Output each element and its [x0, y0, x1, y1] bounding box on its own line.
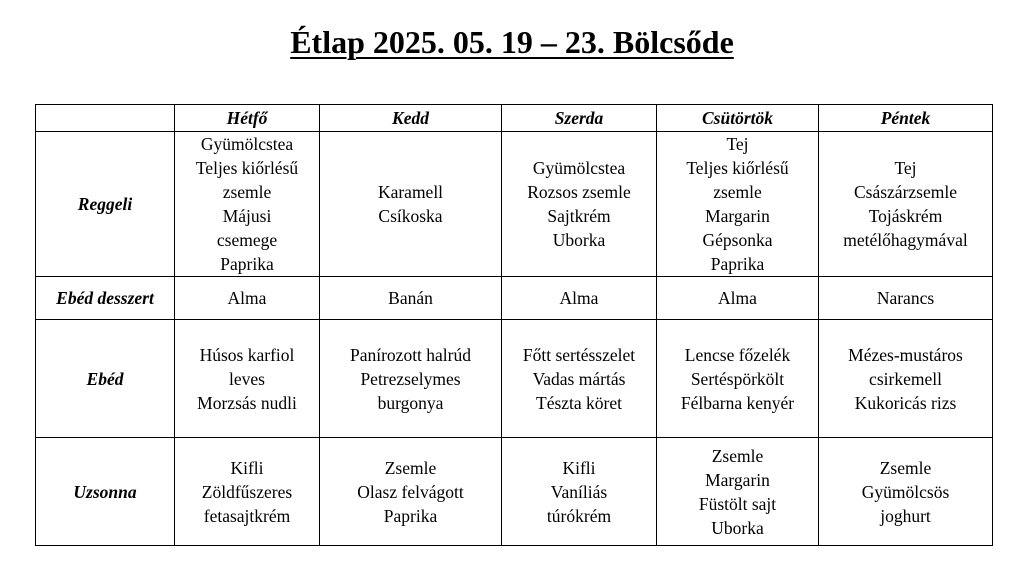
page-title: Étlap 2025. 05. 19 – 23. Bölcsőde: [290, 24, 734, 60]
meal-label: Ebéd: [36, 320, 175, 438]
menu-cell-szerda: [502, 132, 657, 277]
menu-cell-pentek: [819, 132, 993, 277]
menu-item: Alma: [718, 288, 757, 308]
menu-cell-hetfo: [175, 438, 320, 546]
menu-item: Paprika: [220, 254, 274, 274]
menu-item: zsemle: [713, 182, 762, 202]
menu-cell-hetfo: [175, 132, 320, 277]
menu-item: Húsos karfiol: [199, 344, 295, 365]
menu-item: csemege: [216, 230, 278, 250]
menu-item: Füstölt sajt: [698, 493, 777, 514]
menu-cell-pentek: [819, 438, 993, 546]
header-row: [36, 105, 993, 132]
menu-item: Csíkoska: [378, 206, 443, 226]
meal-label: Uzsonna: [36, 438, 175, 546]
menu-item: Zsemle: [384, 457, 437, 478]
menu-item: Kukoricás rizs: [854, 392, 957, 413]
day-header-hetfo: Hétfő: [175, 105, 320, 132]
menu-cell-hetfo: [175, 320, 320, 438]
meal-row-ebed-desszert: [36, 277, 993, 320]
menu-item: Narancs: [876, 288, 935, 308]
menu-item: Tej: [894, 158, 917, 178]
menu-item: joghurt: [880, 505, 931, 526]
menu-cell-csutortok: [657, 277, 819, 320]
menu-item: Tészta köret: [536, 392, 622, 413]
menu-item: Paprika: [383, 505, 438, 526]
menu-item: Margarin: [705, 469, 770, 490]
menu-item: leves: [229, 368, 265, 389]
menu-cell-pentek: [819, 277, 993, 320]
menu-item: Főtt sertésszelet: [522, 344, 636, 365]
menu-cell-kedd: [320, 277, 502, 320]
menu-item: Zsemle: [879, 457, 932, 478]
day-header-szerda: Szerda: [502, 105, 657, 132]
menu-cell-kedd: [320, 438, 502, 546]
menu-item: Zöldfűszeres: [201, 481, 293, 502]
menu-item: Gépsonka: [702, 230, 773, 250]
menu-item: Gyümölcstea: [200, 134, 294, 154]
menu-item: Vadas mártás: [532, 368, 626, 389]
menu-cell-szerda: [502, 277, 657, 320]
menu-cell-kedd: [320, 320, 502, 438]
menu-item: Lencse főzelék: [684, 344, 791, 365]
day-header-kedd: Kedd: [320, 105, 502, 132]
menu-cell-csutortok: [657, 438, 819, 546]
meal-row-ebed: [36, 320, 993, 438]
menu-item: Uborka: [711, 517, 764, 538]
menu-table: [35, 104, 993, 546]
menu-item: Kifli: [230, 457, 264, 478]
menu-item: Tej: [726, 134, 749, 154]
menu-item: Paprika: [710, 254, 765, 274]
menu-item: Alma: [227, 288, 267, 308]
menu-item: zsemle: [222, 182, 272, 202]
menu-item: Tojáskrém: [868, 206, 943, 226]
menu-item: Gyümölcsös: [861, 481, 950, 502]
menu-item: Sajtkrém: [547, 206, 611, 226]
menu-item: Banán: [388, 288, 433, 308]
menu-item: Olasz felvágott: [357, 481, 464, 502]
menu-cell-csutortok: [657, 132, 819, 277]
menu-item: Kifli: [562, 457, 596, 478]
menu-cell-kedd: [320, 132, 502, 277]
menu-item: Rozsos zsemle: [527, 182, 631, 202]
menu-cell-szerda: [502, 438, 657, 546]
menu-cell-csutortok: [657, 320, 819, 438]
menu-cell-hetfo: [175, 277, 320, 320]
menu-item: Gyümölcstea: [532, 158, 626, 178]
menu-item: Teljes kiőrlésű: [195, 158, 299, 178]
menu-item: túrókrém: [546, 505, 612, 526]
day-header-csutortok: Csütörtök: [657, 105, 819, 132]
menu-item: Sertéspörkölt: [690, 368, 785, 389]
menu-cell-szerda: [502, 320, 657, 438]
menu-item: Karamell: [377, 182, 444, 202]
menu-item: fetasajtkrém: [203, 505, 291, 526]
menu-item: Teljes kiőrlésű: [686, 158, 789, 178]
menu-item: Morzsás nudli: [197, 392, 297, 413]
meal-row-uzsonna: [36, 438, 993, 546]
menu-item: Májusi: [222, 206, 272, 226]
meal-label: Ebéd desszert: [36, 277, 175, 320]
menu-item: Zsemle: [711, 445, 764, 466]
menu-item: Panírozott halrúd: [349, 344, 471, 365]
meal-row-reggeli: [36, 132, 993, 277]
menu-item: Vaníliás: [550, 481, 608, 502]
menu-item: burgonya: [377, 392, 444, 413]
menu-item: Császárzsemle: [853, 182, 957, 202]
menu-item: Mézes-mustáros: [848, 344, 963, 365]
menu-item: Petrezselymes: [360, 368, 461, 389]
menu-item: Uborka: [552, 230, 606, 250]
menu-cell-pentek: [819, 320, 993, 438]
meal-label: Reggeli: [36, 132, 175, 277]
menu-item: Alma: [559, 288, 599, 308]
menu-item: Margarin: [705, 206, 770, 226]
day-header-pentek: Péntek: [819, 105, 993, 132]
corner-cell: [36, 105, 175, 132]
menu-item: Félbarna kenyér: [680, 392, 795, 413]
menu-item: csirkemell: [869, 368, 942, 389]
menu-item: metélőhagymával: [843, 230, 968, 250]
